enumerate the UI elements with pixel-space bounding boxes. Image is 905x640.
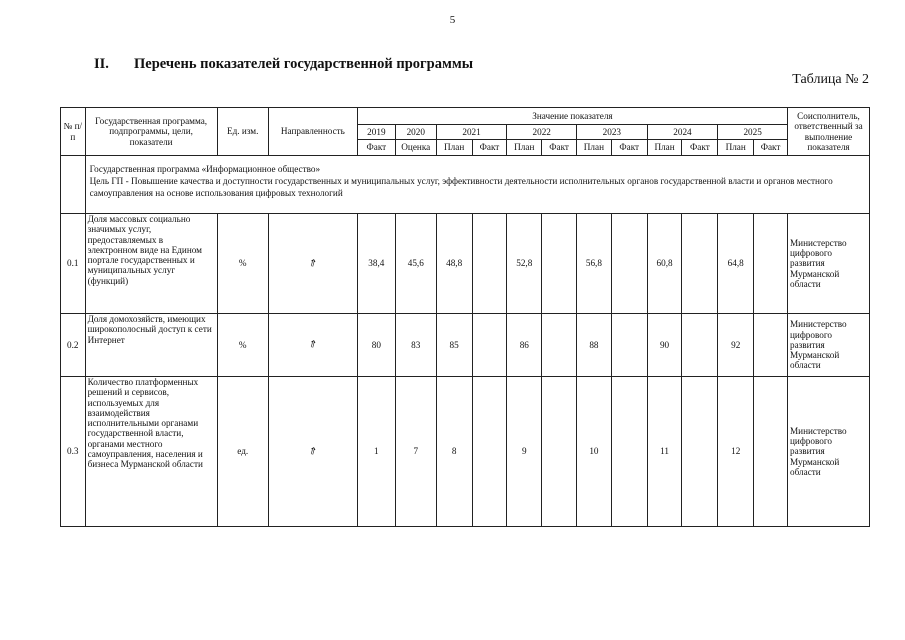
row-value: 64,8 [718, 214, 754, 314]
row-value [682, 377, 718, 527]
table-row [61, 377, 870, 527]
row-value [542, 214, 577, 314]
row-direction [268, 214, 357, 314]
row-value: 7 [395, 377, 436, 527]
row-value: 52,8 [507, 214, 542, 314]
row-name: Количество платформенных решений и сервисов, используемых для взаимодействия исполнительными органами государственной власти, органами местного самоуправления, населения и бизнеса Мурманской области [85, 377, 217, 527]
section-number: II. [94, 56, 109, 72]
program-row-spacer [61, 156, 86, 214]
header-direction: Направленность [268, 108, 357, 156]
row-value: 10 [577, 377, 612, 527]
row-value [472, 314, 507, 377]
header-num: № п/п [61, 108, 86, 156]
header-year: 2019 [357, 125, 395, 140]
header-subcol: План [577, 140, 612, 156]
header-subcol: Факт [542, 140, 577, 156]
row-num: 0.3 [61, 377, 86, 527]
row-unit: % [217, 314, 268, 377]
arrow-up-right-icon: ⇗ [306, 444, 320, 459]
row-unit: % [217, 214, 268, 314]
table-label: Таблица № 2 [792, 72, 869, 87]
row-value: 1 [357, 377, 395, 527]
header-subcol: Факт [754, 140, 788, 156]
row-value: 8 [436, 377, 472, 527]
row-value [611, 214, 647, 314]
row-num: 0.2 [61, 314, 86, 377]
header-value: Значение показателя [357, 108, 787, 125]
header-name: Государственная программа, подпрограммы, цели, показатели [85, 108, 217, 156]
table-row [61, 214, 870, 314]
page-number: 5 [449, 14, 456, 26]
row-name: Доля массовых социально значимых услуг, предоставляемых в электронном виде на Едином портале государственных и муниципальных услуг (функций) [85, 214, 217, 314]
row-value: 11 [647, 377, 682, 527]
row-value: 85 [436, 314, 472, 377]
arrow-up-right-icon: ⇗ [306, 338, 320, 352]
header-subcol: План [436, 140, 472, 156]
header-year: 2024 [647, 125, 718, 140]
row-name: Доля домохозяйств, имеющих широкополосный доступ к сети Интернет [85, 314, 217, 377]
header-subcol: Факт [357, 140, 395, 156]
section-title-text: Перечень показателей государственной программы [134, 56, 474, 72]
program-cell [85, 156, 869, 214]
row-num: 0.1 [61, 214, 86, 314]
header-executor: Соисполнитель, ответственный за выполнение показателя [788, 108, 870, 156]
row-value: 56,8 [577, 214, 612, 314]
row-value: 92 [718, 314, 754, 377]
header-unit: Ед. изм. [217, 108, 268, 156]
row-value: 45,6 [395, 214, 436, 314]
row-value [754, 314, 788, 377]
header-subcol: Факт [472, 140, 507, 156]
header-year: 2025 [718, 125, 788, 140]
row-direction [268, 314, 357, 377]
row-value: 90 [647, 314, 682, 377]
row-value [754, 214, 788, 314]
indicators-table [60, 107, 870, 527]
row-value: 12 [718, 377, 754, 527]
row-value: 88 [577, 314, 612, 377]
header-subcol: План [507, 140, 542, 156]
row-value: 86 [507, 314, 542, 377]
header-year: 2020 [395, 125, 436, 140]
row-value [611, 314, 647, 377]
row-value [682, 314, 718, 377]
row-value [542, 314, 577, 377]
row-value: 38,4 [357, 214, 395, 314]
row-value: 80 [357, 314, 395, 377]
row-executor: Министерство цифрового развития Мурманской области [788, 214, 870, 314]
row-value [472, 377, 507, 527]
header-subcol: Факт [611, 140, 647, 156]
header-subcol: Оценка [395, 140, 436, 156]
row-executor: Министерство цифрового развития Мурманской области [788, 377, 870, 527]
program-goal: Цель ГП - Повышение качества и доступности государственных и муниципальных услуг, эффективности деятельности исполнительных органов государственной власти и органов местного самоуправления на основе использования цифровых технологий [89, 175, 833, 198]
header-year: 2023 [577, 125, 648, 140]
arrow-up-right-icon: ⇗ [306, 256, 320, 271]
header-year: 2021 [436, 125, 507, 140]
row-value [542, 377, 577, 527]
row-executor: Министерство цифрового развития Мурманской области [788, 314, 870, 377]
program-title: Государственная программа «Информационное общество» [89, 164, 321, 174]
row-value [754, 377, 788, 527]
section-title [94, 56, 473, 73]
header-year: 2022 [507, 125, 577, 140]
row-value: 9 [507, 377, 542, 527]
row-value: 60,8 [647, 214, 682, 314]
header-subcol: Факт [682, 140, 718, 156]
row-direction [268, 377, 357, 527]
row-unit: ед. [217, 377, 268, 527]
row-value [472, 214, 507, 314]
row-value [682, 214, 718, 314]
header-subcol: План [647, 140, 682, 156]
row-value: 83 [395, 314, 436, 377]
row-value [611, 377, 647, 527]
row-value: 48,8 [436, 214, 472, 314]
header-subcol: План [718, 140, 754, 156]
table-row [61, 314, 870, 377]
